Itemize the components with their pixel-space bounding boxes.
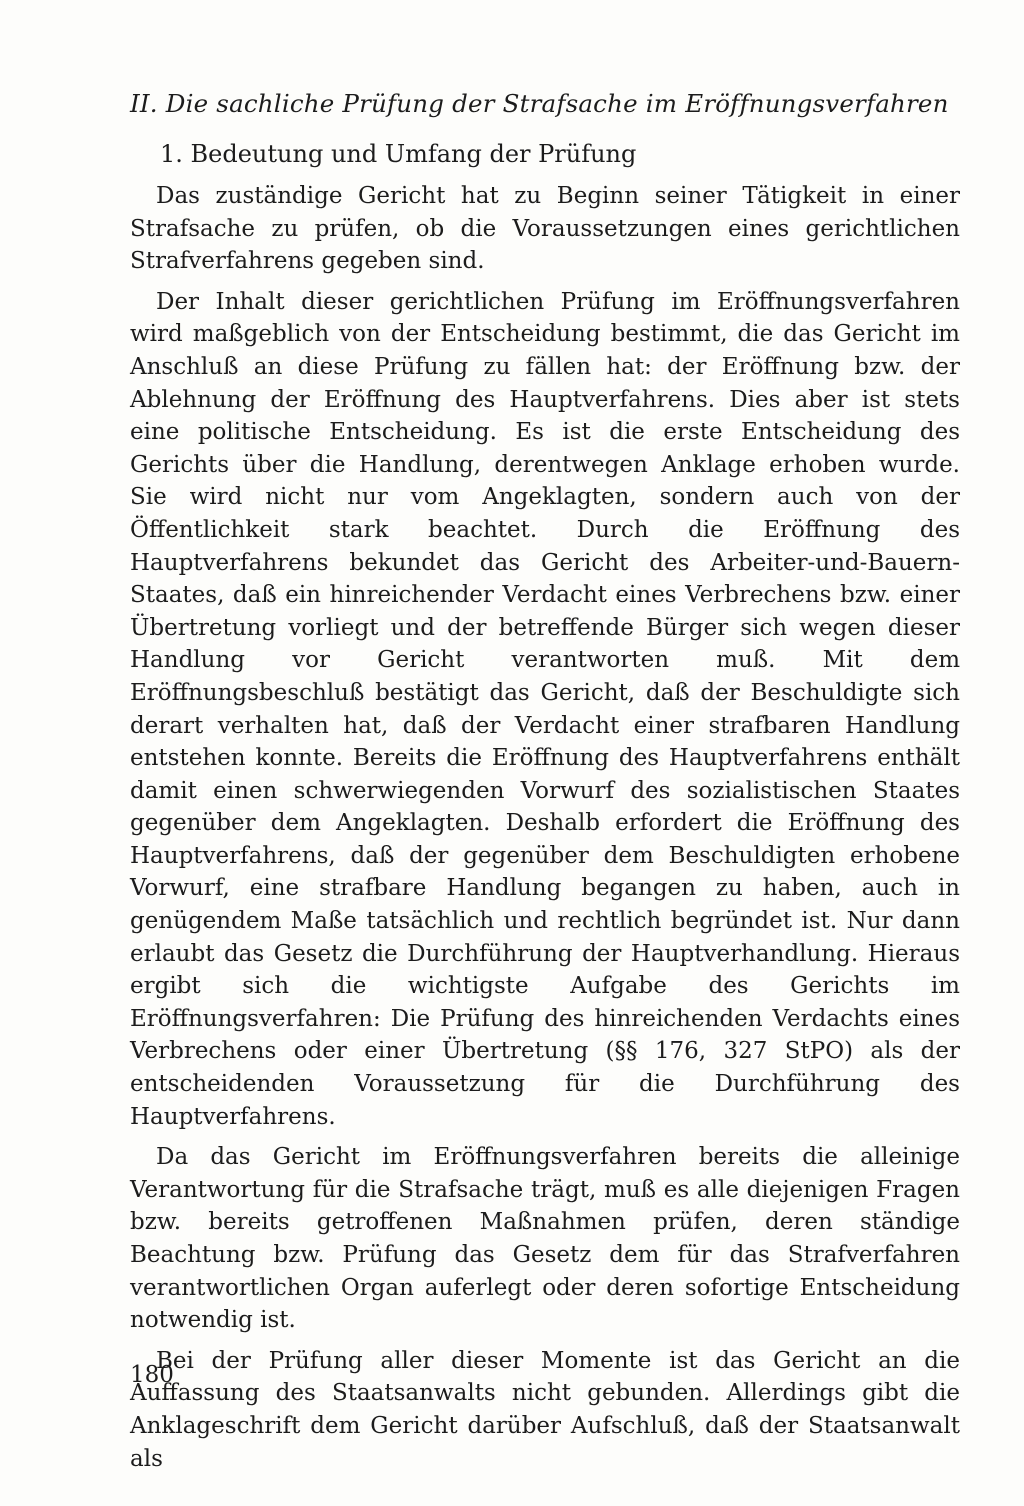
- section-heading: 1. Bedeutung und Umfang der Prüfung: [160, 140, 637, 168]
- page-text: [130, 84, 960, 1483]
- chapter-heading: II. Die sachliche Prüfung der Strafsache im Eröffnungsverfahren: [130, 89, 949, 118]
- paragraph-2: Der Inhalt dieser gerichtlichen Prüfung im Eröffnungsverfahren wird maßgeblich von der Entscheidung bestimmt, die das Gericht im Anschluß an diese Prüfung zu fällen hat: der Eröffnung bzw. der Ablehnung der Eröffnung des Hauptverfahrens. Dies aber ist stets eine politische Entscheidung. Es ist die erste Entscheidung des Gerichts über die Handlung, derentwegen Anklage erhoben wurde. Sie wird nicht nur vom Angeklagten, sondern auch von der Öffentlichkeit stark beachtet. Durch die Eröffnung des Hauptverfahrens bekundet das Gericht des Arbeiter-und-Bauern-Staates, daß ein hinreichender Verdacht eines Verbrechens bzw. einer Übertretung vorliegt und der betreffende Bürger sich wegen dieser Handlung vor Gericht verantworten muß. Mit dem Eröffnungsbeschluß bestätigt das Gericht, daß der Beschuldigte sich derart verhalten hat, daß der Verdacht einer strafbaren Handlung entstehen konnte. Bereits die Eröffnung des Hauptverfahrens enthält damit einen schwerwiegenden Vorwurf des sozialistischen Staates gegenüber dem Angeklagten. Deshalb erfordert die Eröffnung des Hauptverfahrens, daß der gegenüber dem Beschuldigten erhobene Vorwurf, eine strafbare Handlung begangen zu haben, auch in genügendem Maße tatsächlich und rechtlich begründet ist. Nur dann erlaubt das Gesetz die Durchführung der Hauptverhandlung. Hieraus ergibt sich die wichtigste Aufgabe des Gerichts im Eröffnungsverfahren: Die Prüfung des hinreichenden Verdachts eines Verbrechens oder einer Übertretung (§§ 176, 327 StPO) als der entscheidenden Voraussetzung für die Durchführung des Hauptverfahrens.: [130, 288, 960, 1130]
- page-number: 180: [130, 1362, 174, 1388]
- paragraph-4: Bei der Prüfung aller dieser Momente ist das Gericht an die Auffassung des Staatsanwalts nicht gebunden. Allerdings gibt die Anklageschrift dem Gericht darüber Aufschluß, daß der Staatsanwalt als: [130, 1347, 960, 1472]
- paragraph-1: Das zuständige Gericht hat zu Beginn seiner Tätigkeit in einer Strafsache zu prüfen, ob die Voraussetzungen eines gerichtlichen Strafverfahrens gegeben sind.: [130, 183, 960, 275]
- paragraph-3: Da das Gericht im Eröffnungsverfahren bereits die alleinige Verantwortung für die Strafsache trägt, muß es alle diejenigen Fragen bzw. bereits getroffenen Maßnahmen prüfen, deren ständige Beachtung bzw. Prüfung das Gesetz dem für das Strafverfahren verantwortlichen Organ auferlegt oder deren sofortige Entscheidung notwendig ist.: [130, 1144, 960, 1334]
